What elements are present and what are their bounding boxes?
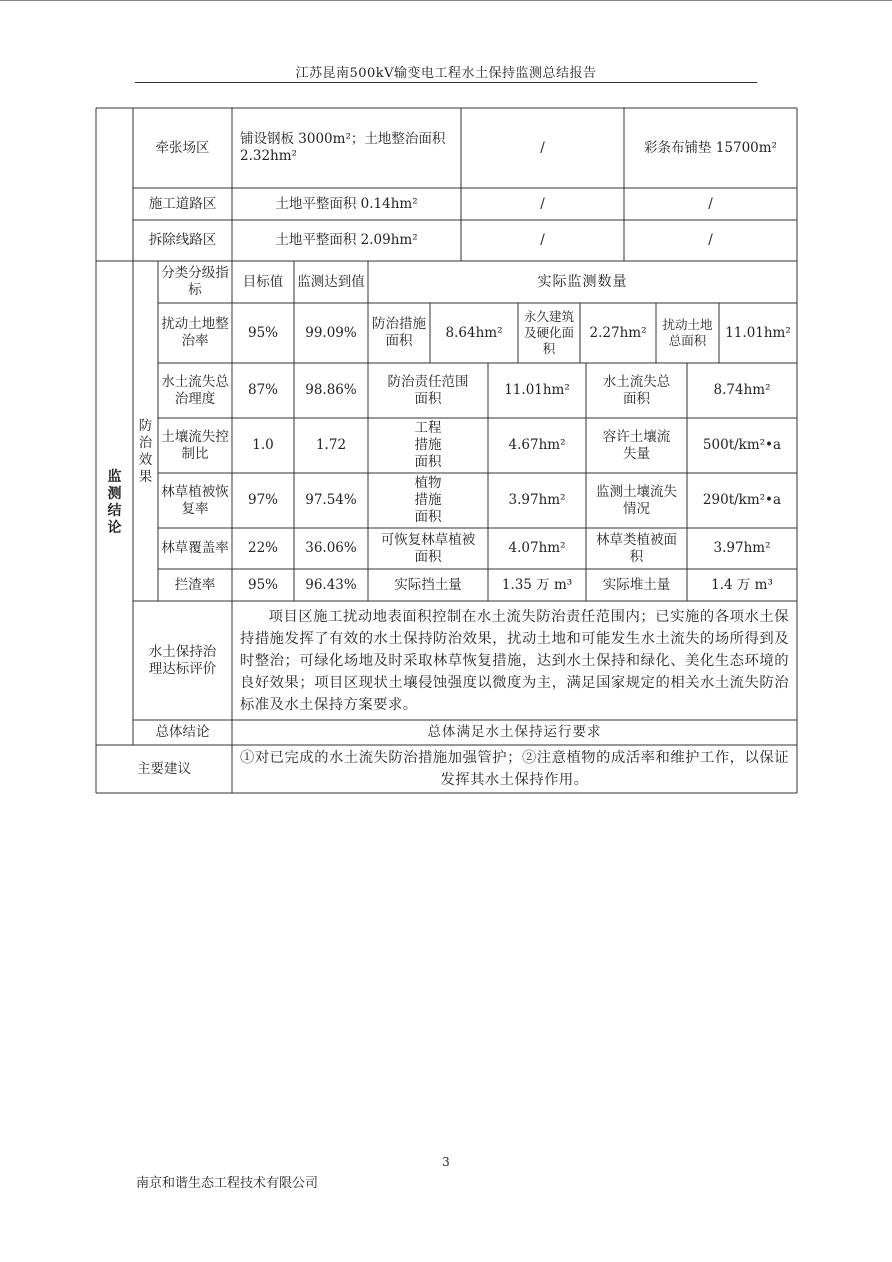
overall-label: 总体结论 [155,724,210,740]
measure-engineering: 铺设钢板 3000m²；土地整治面积 2.32hm² [240,131,446,164]
actual-item-value: 2.27hm² [589,324,647,341]
actual-item-value: 8.74hm² [713,382,771,398]
actual-item-label: 实际挡土量 [394,576,462,593]
measure-temporary: / [708,195,713,212]
evaluation-text: 项目区施工扰动地表面积控制在水土流失防治责任范围内；已实施的各项水土保持措施发挥了有效的水土保持防治效果，扰动土地和可能发生水土流失的场所得到及时整治；可绿化场地及时采取林草恢复措施，达到水土保持和绿化、美化生态环境的良好效果；项目区现状土壤侵蚀强度以微度为主，满足国家规定的相关水土流失防治标准及水土保持方案要求。 [240,608,789,713]
actual-header: 实际监测数量 [537,273,628,290]
target-header: 目标值 [242,273,284,290]
actual-item-label: 水土流失总面积 [602,373,671,407]
measure-temporary: 彩条布铺垫 15700m² [644,139,777,156]
actual-item-value: 8.64hm² [445,324,503,341]
prevention-effect-label: 防 治 效 果 [138,418,153,485]
measure-temporary: / [708,232,713,248]
actual-item-label: 容许土壤流失量 [602,428,671,462]
indicator-target: 95% [247,324,278,341]
indicator-target: 95% [247,576,278,593]
actual-item-label: 监测土壤流失情况 [596,483,677,517]
indicator-name: 林草覆盖率 [161,540,229,556]
measure-vegetation: / [540,232,545,248]
actual-item-value: 3.97hm² [508,492,566,508]
actual-item-label: 实际堆土量 [602,576,671,593]
indicator-target: 1.0 [252,437,274,453]
indicator-achieved: 96.43% [305,576,357,593]
actual-item-value: 11.01hm² [725,324,791,341]
monitoring-conclusion-label: 监 测 结 论 [107,469,122,536]
indicator-achieved: 97.54% [305,492,357,508]
measure-vegetation: / [540,139,545,156]
suggestion-label: 主要建议 [137,760,191,777]
actual-item-value: 3.97hm² [713,540,771,556]
indicator-name: 土壤流失控制比 [161,428,229,462]
actual-item-label: 防治责任范围面积 [387,373,469,407]
overall-value: 总体满足水土保持运行要求 [427,724,602,740]
measure-area: 拆除线路区 [148,232,217,248]
company-name: 南京和谐生态工程技术有限公司 [136,1176,319,1191]
actual-item-value: 290t/km²•a [702,492,782,508]
actual-item-label: 植物措施面积 [414,475,442,525]
actual-item-label: 扰动土地总面积 [662,317,713,348]
indicator-name: 扰动土地整治率 [161,316,229,349]
indicator-header: 分类分级指标 [161,265,229,298]
actual-item-label: 林草类植被面积 [596,531,677,565]
indicator-target: 87% [247,382,278,398]
measure-engineering: 土地平整面积 0.14hm² [275,195,418,212]
measure-area: 施工道路区 [148,195,217,212]
actual-item-value: 1.35 万 m³ [501,576,573,593]
indicator-name: 水土流失总治理度 [161,373,229,407]
report-header-title: 江苏昆南500kV输变电工程水土保持监测总结报告 [295,66,597,81]
achieved-header: 监测达到值 [297,273,365,290]
page-number: 3 [442,1155,450,1169]
page-top-border [0,0,892,1]
actual-item-label: 永久建筑及硬化面积 [523,309,574,356]
indicator-target: 97% [247,492,278,508]
actual-item-value: 1.4 万 m³ [711,576,773,593]
measure-engineering: 土地平整面积 2.09hm² [275,232,418,248]
actual-item-label: 防治措施面积 [372,316,426,349]
indicator-achieved: 1.72 [315,437,347,453]
evaluation-label: 水土保持治理达标评价 [148,643,217,677]
indicator-achieved: 98.86% [305,382,357,398]
measure-vegetation: / [540,195,545,212]
indicator-name: 拦渣率 [174,576,216,593]
actual-item-value: 4.67hm² [508,437,566,453]
suggestion-text: ①对已完成的水土流失防治措施加强管护；②注意植物的成活率和维护工作，以保证发挥其水土保持作用。 [240,750,789,788]
actual-item-label: 可恢复林草植被面积 [380,531,476,565]
actual-item-label: 工程措施面积 [414,420,442,470]
indicator-target: 22% [247,540,278,556]
indicator-achieved: 99.09% [305,324,357,341]
indicator-achieved: 36.06% [305,540,357,556]
header-rule [135,82,757,83]
measure-area: 牵张场区 [155,139,210,156]
indicator-name: 林草植被恢复率 [161,483,229,517]
actual-item-value: 500t/km²•a [702,437,782,453]
actual-item-value: 4.07hm² [508,540,566,556]
actual-item-value: 11.01hm² [504,382,570,398]
